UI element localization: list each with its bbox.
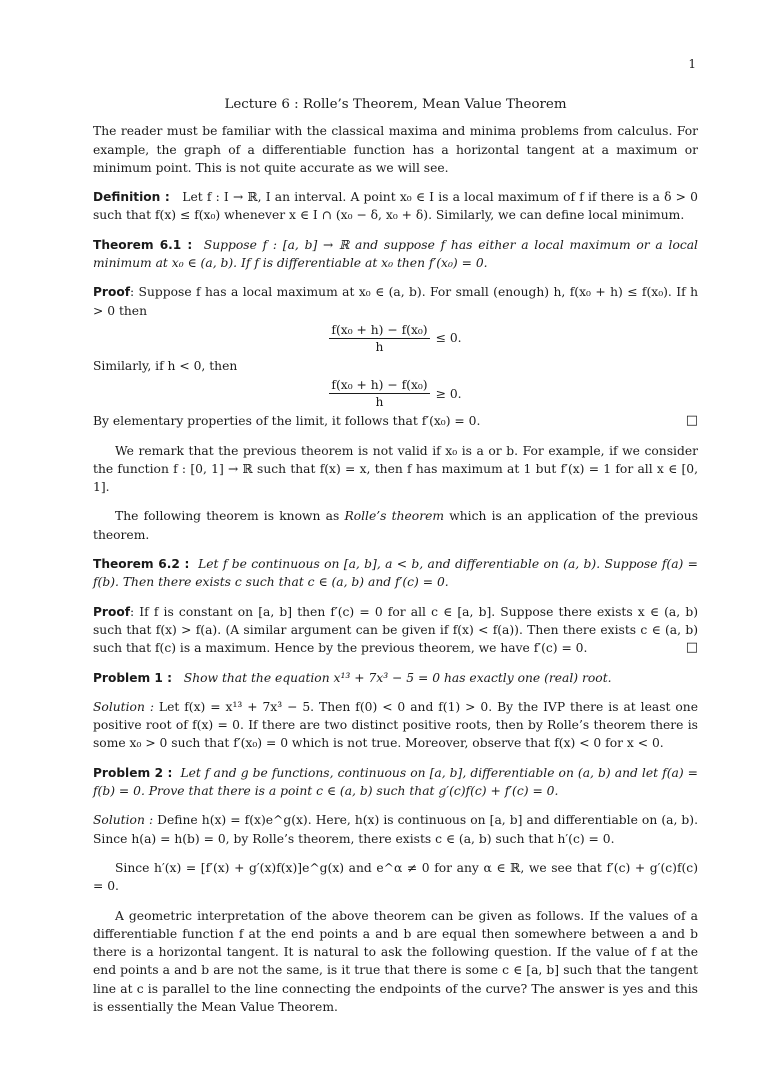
inequality-relation-1: ≤ 0. bbox=[435, 331, 462, 346]
proof-1-block bbox=[93, 283, 698, 430]
problem-1-text: Show that the equation x¹³ + 7x³ − 5 = 0 has exactly one (real) root. bbox=[183, 670, 612, 685]
solution-1-text: Let f(x) = x¹³ + 7x³ − 5. Then f(0) < 0 and f(1) > 0. By the IVP there is at least one positive root of f(x) = 0. If there are two distinct positive roots, then by Rolle’s theorem there is some x₀ > 0 such that f′(x₀) = 0 which is not true. Moreover, observe that f(x) < 0 for x < 0. bbox=[93, 699, 698, 751]
definition-text: Let f : I → ℝ, I an interval. A point x₀ ∈ I is a local maximum of f if there is a δ > 0 such that f(x) ≤ f(x₀) whenever x ∈ I ∩ (x₀ − δ, x₀ + δ). Similarly, we can define local minimum. bbox=[93, 190, 698, 223]
rolle-intro-after: which is an application of the previous theorem. bbox=[93, 509, 698, 542]
display-inequality-2 bbox=[93, 377, 698, 410]
rolle-intro-before: The following theorem is known as bbox=[115, 509, 345, 524]
proof-1-label: Proof bbox=[93, 285, 130, 300]
theorem-6-1-label: Theorem 6.1 : bbox=[93, 237, 193, 252]
fraction-denominator: h bbox=[375, 339, 384, 354]
proof-2-label: Proof bbox=[93, 604, 130, 619]
proof-1-text: : Suppose f has a local maximum at x₀ ∈ (a, b). For small (enough) h, f(x₀ + h) ≤ f(x₀). If h > 0 then bbox=[93, 285, 698, 318]
remark-paragraph: We remark that the previous theorem is not valid if x₀ is a or b. For example, if we consider the function f : [0, 1] → ℝ such that f(x) = x, then f has maximum at 1 but f′(x) = 1 for all x ∈ [0, 1]. bbox=[93, 443, 698, 495]
problem-2-block bbox=[93, 764, 698, 801]
theorem-6-2-text: Let f be continuous on [a, b], a < b, and differentiable on (a, b). Suppose f(a) = f(b). Then there exists c such that c ∈ (a, b) and f′(c) = 0. bbox=[93, 557, 698, 590]
solution-2-text: Define h(x) = f(x)e^g(x). Here, h(x) is continuous on [a, b] and differentiable on (a, b). Since h(a) = h(b) = 0, by Rolle’s theorem, there exists c ∈ (a, b) such that h′(c) = 0. bbox=[93, 813, 698, 846]
rolle-theorem-name: Rolle’s theorem bbox=[344, 509, 445, 524]
solution-2-label: Solution : bbox=[93, 813, 154, 828]
lecture-title: Lecture 6 : Rolle’s Theorem, Mean Value Theorem bbox=[224, 97, 567, 112]
proof-1-middle-text: Similarly, if h < 0, then bbox=[93, 358, 238, 373]
fraction-numerator: f(x₀ + h) − f(x₀) bbox=[331, 322, 428, 337]
theorem-6-1-text: Suppose f : [a, b] → ℝ and suppose f has either a local maximum or a local minimum at x₀ ∈ (a, b). If f is differentiable at x₀ then f′(x₀) = 0. bbox=[93, 237, 698, 271]
proof-2-text: : If f is constant on [a, b] then f′(c) = 0 for all c ∈ [a, b]. Suppose there exists x ∈ (a, b) such that f(x) > f(a). (A similar argument can be given if f(x) < f(a)). Then there exists c ∈ (a, b) such that f(c) is a maximum. Hence by the previous theorem, we have f′(c) = 0. bbox=[93, 604, 698, 656]
display-inequality-1 bbox=[93, 322, 698, 355]
definition-block bbox=[93, 188, 698, 225]
inequality-relation-2: ≥ 0. bbox=[435, 386, 462, 401]
difference-quotient-1 bbox=[329, 322, 429, 355]
problem-1-block bbox=[93, 669, 698, 687]
difference-quotient-2 bbox=[329, 377, 429, 410]
intro-paragraph: The reader must be familiar with the classical maxima and minima problems from calculus. For example, the graph of a differentiable function has a horizontal tangent at a maximum or minimum point. This is not quite accurate as we will see. bbox=[93, 124, 698, 175]
proof-2-block bbox=[93, 603, 698, 658]
geometric-interpretation-paragraph: A geometric interpretation of the above theorem can be given as follows. If the values of a differentiable function f at the end points a and b are equal then somewhere between a and b there is a horizontal tangent. It is natural to ask the following question. If the value of f at the end points a and b are not the same, is it true that there is some c ∈ [a, b] such that the tangent line at c is parallel to the line connecting the endpoints of the curve? The answer is yes and this is essentially the Mean Value Theorem. bbox=[93, 908, 698, 1014]
problem-1-label: Problem 1 : bbox=[93, 670, 173, 685]
problem-2-label: Problem 2 : bbox=[93, 765, 173, 780]
qed-symbol: □ bbox=[685, 640, 698, 656]
page-content bbox=[93, 96, 698, 1016]
definition-label: Definition : bbox=[93, 190, 170, 205]
page-number: 1 bbox=[688, 57, 696, 71]
theorem-6-1-block bbox=[93, 236, 698, 273]
solution-1-label: Solution : bbox=[93, 699, 154, 714]
problem-2-text: Let f and g be functions, continuous on [a, b], differentiable on (a, b) and let f(a) = f(b) = 0. Prove that there is a point c ∈ (a, b) such that g′(c)f(c) + f′(c) = 0. bbox=[93, 765, 698, 799]
solution-2-continuation: Since h′(x) = [f′(x) + g′(x)f(x)]e^g(x) and e^α ≠ 0 for any α ∈ ℝ, we see that f′(c) + g′(c)f(c) = 0. bbox=[93, 860, 698, 894]
solution-1-block bbox=[93, 698, 698, 753]
theorem-6-2-block bbox=[93, 555, 698, 592]
theorem-6-2-label: Theorem 6.2 : bbox=[93, 557, 190, 572]
solution-2-block bbox=[93, 811, 698, 848]
proof-1-conclusion: By elementary properties of the limit, it follows that f′(x₀) = 0. bbox=[93, 414, 481, 429]
qed-symbol: □ bbox=[685, 413, 698, 429]
fraction-denominator: h bbox=[375, 395, 384, 410]
fraction-numerator: f(x₀ + h) − f(x₀) bbox=[331, 378, 428, 393]
rolle-intro-paragraph bbox=[93, 507, 698, 544]
